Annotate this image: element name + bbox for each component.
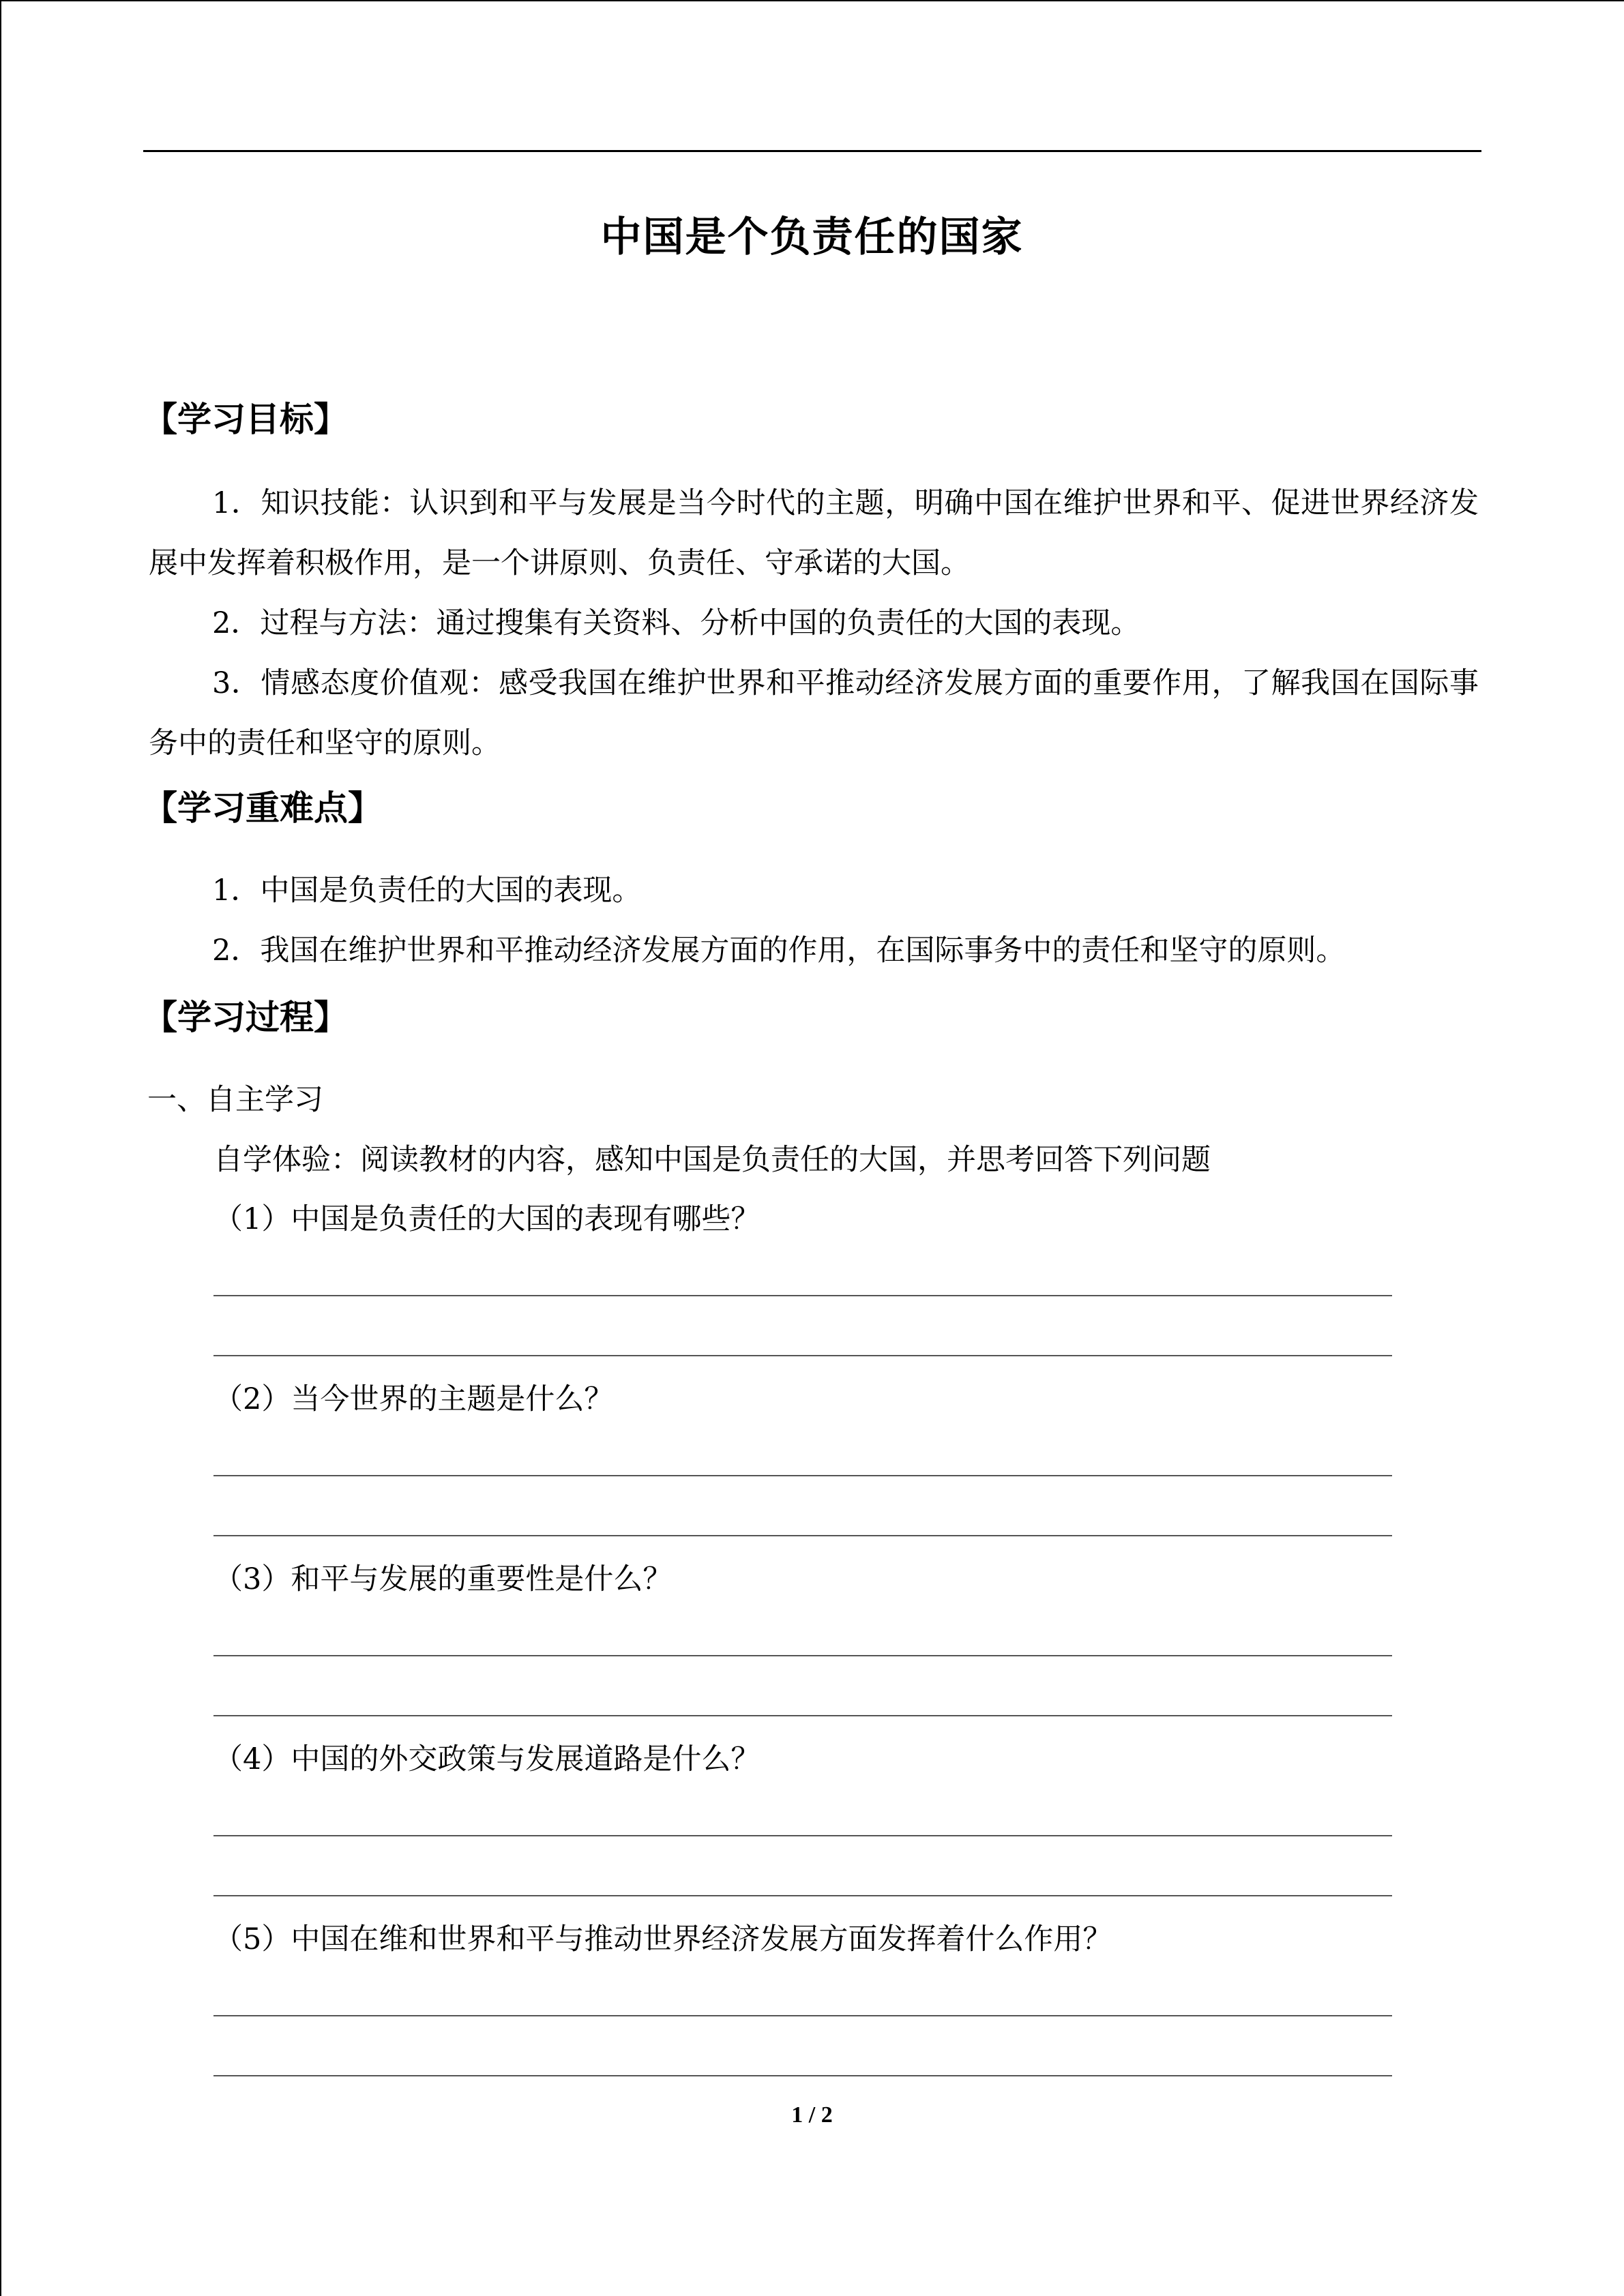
objective-item-2: 2．过程与方法：通过搜集有关资料、分析中国的负责任的大国的表现。 xyxy=(212,606,1140,640)
question-3: （3）和平与发展的重要性是什么？ xyxy=(213,1562,673,1596)
objective-item-1: 1．知识技能：认识到和平与发展是当今时代的主题，明确中国在维护世界和平、促进世界经济发展中发挥着积极作用，是一个讲原则、负责任、守承诺的大国。 xyxy=(149,486,1479,580)
answer-line[interactable] xyxy=(213,1355,1392,1356)
process-intro: 自学体验：阅读教材的内容，感知中国是负责任的大国，并思考回答下列问题 xyxy=(213,1143,1211,1177)
key-point-item-1: 1．中国是负责任的大国的表现。 xyxy=(212,874,642,908)
objective-item-3: 3．情感态度价值观：感受我国在维护世界和平推动经济发展方面的重要作用，了解我国在国际事务中的责任和坚守的原则。 xyxy=(149,666,1479,760)
key-points-heading: 【学习重难点】 xyxy=(143,788,382,828)
objectives-heading: 【学习目标】 xyxy=(143,400,348,439)
question-5: （5）中国在维和世界和平与推动世界经济发展方面发挥着什么作用？ xyxy=(213,1922,1112,1956)
answer-line[interactable] xyxy=(213,1895,1392,1896)
question-2: （2）当今世界的主题是什么？ xyxy=(213,1382,614,1416)
question-4: （4）中国的外交政策与发展道路是什么？ xyxy=(213,1742,761,1776)
key-point-item-2: 2．我国在维护世界和平推动经济发展方面的作用，在国际事务中的责任和坚守的原则。 xyxy=(212,934,1346,968)
answer-line[interactable] xyxy=(213,1655,1392,1656)
answer-line[interactable] xyxy=(213,1535,1392,1536)
page-border-top xyxy=(0,0,1624,1)
answer-line[interactable] xyxy=(213,1835,1392,1836)
part-title: 一、自主学习 xyxy=(147,1083,323,1117)
answer-line[interactable] xyxy=(213,2015,1392,2016)
page-number: 1 / 2 xyxy=(791,2102,833,2128)
page-title: 中国是个负责任的国家 xyxy=(600,213,1024,261)
answer-line[interactable] xyxy=(213,1295,1392,1296)
answer-line[interactable] xyxy=(213,1475,1392,1476)
process-heading: 【学习过程】 xyxy=(143,998,348,1037)
answer-line[interactable] xyxy=(213,1715,1392,1716)
answer-line[interactable] xyxy=(213,2075,1392,2076)
header-rule xyxy=(143,150,1481,152)
question-1: （1）中国是负责任的大国的表现有哪些？ xyxy=(213,1202,761,1236)
page-border-left xyxy=(0,0,1,2296)
